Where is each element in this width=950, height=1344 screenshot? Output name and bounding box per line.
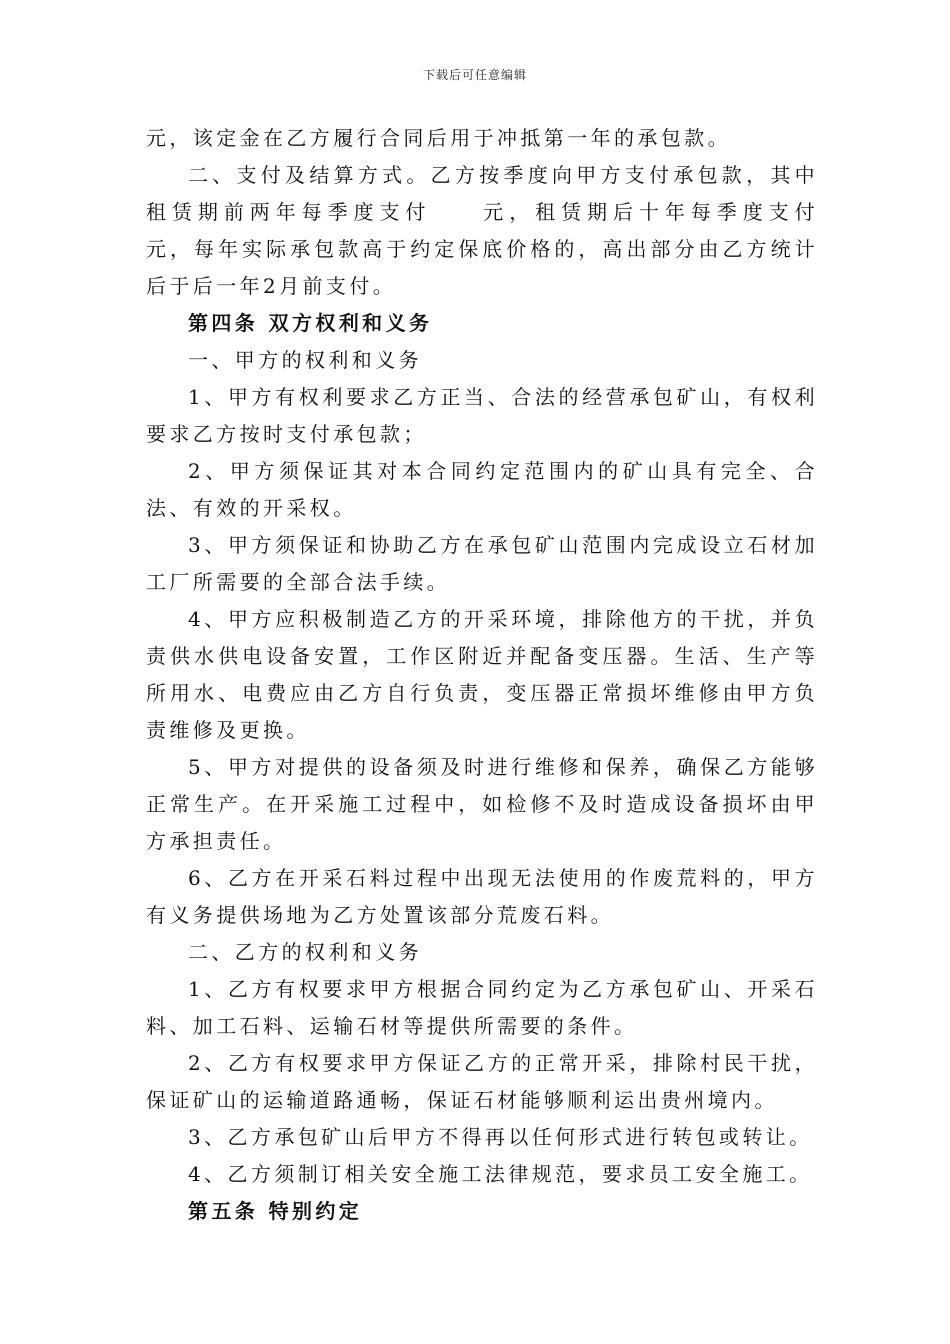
- paragraph-payment-settlement: 二、支付及结算方式。乙方按季度向甲方支付承包款，其中租赁期前两年每季度支付 元，租赁期后十年每季度支付 元，每年实际承包款高于约定保底价格的，高出部分由乙方统计后于后一年2月前支付。: [146, 163, 889, 298]
- page-header: 下载后可任意编辑: [422, 68, 527, 82]
- party-a-clause-5: 5、甲方对提供的设备须及时进行维修和保养，确保乙方能够正常生产。在开采施工过程中，如检修不及时造成设备损坏由甲方承担责任。: [146, 755, 818, 853]
- party-a-clause-4: 4、甲方应积极制造乙方的开采环境，排除他方的干扰，并负责供水供电设备安置，工作区附近并配备变压器。生活、生产等所用水、电费应由乙方自行负责，变压器正常损坏维修由甲方负责维修及更换。: [146, 607, 818, 742]
- party-a-clause-1: 1、甲方有权利要求乙方正当、合法的经营承包矿山，有权利要求乙方按时支付承包款；: [146, 385, 818, 446]
- section-party-b-heading: 二、乙方的权利和义务: [188, 940, 422, 964]
- document-body: [146, 120, 889, 1230]
- party-b-clause-1: 1、乙方有权要求甲方根据合同约定为乙方承包矿山、开采石料、加工石料、运输石材等提供所需要的条件。: [146, 977, 818, 1038]
- party-b-clause-3: 3、乙方承包矿山后甲方不得再以任何形式进行转包或转让。: [188, 1125, 813, 1149]
- article-5-heading: 第五条 特别约定: [188, 1199, 363, 1223]
- party-b-clause-4: 4、乙方须制订相关安全施工法律规范，要求员工安全施工。: [188, 1162, 813, 1186]
- paragraph-deposit: 元，该定金在乙方履行合同后用于冲抵第一年的承包款。: [146, 126, 731, 150]
- article-4-heading: 第四条 双方权利和义务: [188, 311, 433, 335]
- section-party-a-heading: 一、甲方的权利和义务: [188, 348, 422, 372]
- party-a-clause-6: 6、乙方在开采石料过程中出现无法使用的作废荒料的，甲方有义务提供场地为乙方处置该部分荒废石料。: [146, 866, 818, 927]
- party-a-clause-3: 3、甲方须保证和协助乙方在承包矿山范围内完成设立石材加工厂所需要的全部合法手续。: [146, 533, 818, 594]
- party-b-clause-2: 2、乙方有权要求甲方保证乙方的正常开采，排除村民干扰，保证矿山的运输道路通畅，保证石材能够顺利运出贵州境内。: [146, 1051, 818, 1112]
- party-a-clause-2: 2、甲方须保证其对本合同约定范围内的矿山具有完全、合法、有效的开采权。: [146, 459, 818, 520]
